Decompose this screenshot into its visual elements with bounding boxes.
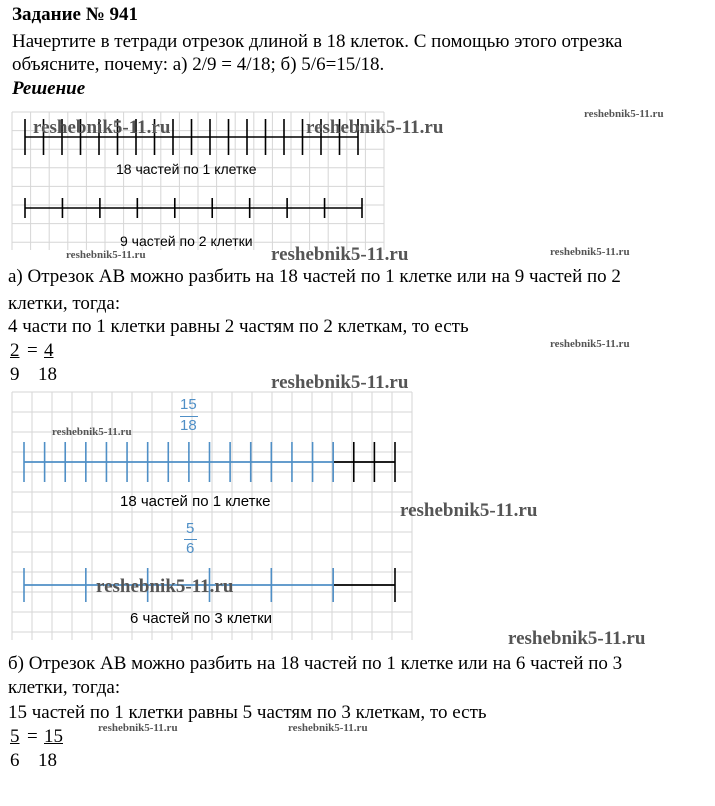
- watermark: reshebnik5-11.ru: [400, 500, 538, 521]
- part-a-frac-left-den: 9: [10, 364, 20, 385]
- watermark: reshebnik5-11.ru: [306, 117, 444, 138]
- figure2-frac-bottom-den: 6: [186, 540, 195, 557]
- task-title: Задание № 941: [12, 4, 139, 25]
- watermark: reshebnik5-11.ru: [584, 108, 664, 120]
- watermark: reshebnik5-11.ru: [98, 722, 178, 734]
- watermark: reshebnik5-11.ru: [550, 338, 630, 350]
- watermark: reshebnik5-11.ru: [66, 249, 146, 261]
- watermark: reshebnik5-11.ru: [271, 244, 409, 265]
- part-a-line3: 4 части по 1 клетки равны 2 частям по 2 клеткам, то есть: [8, 316, 469, 337]
- part-b-line1: б) Отрезок AB можно разбить на 18 частей по 1 клетке или на 6 частей по 3: [8, 653, 623, 674]
- part-a-frac-right-num: 4: [44, 340, 54, 361]
- part-a-eq: =: [27, 340, 38, 361]
- watermark: reshebnik5-11.ru: [52, 426, 132, 438]
- watermark: reshebnik5-11.ru: [508, 628, 646, 649]
- part-b-line3: 15 частей по 1 клетки равны 5 частям по 3 клеткам, то есть: [8, 702, 487, 723]
- part-a-frac-right-den: 18: [38, 364, 57, 385]
- watermark: reshebnik5-11.ru: [96, 576, 234, 597]
- watermark: reshebnik5-11.ru: [271, 372, 409, 393]
- figure2-label-bottom: 6 частей по 3 клетки: [130, 610, 273, 627]
- part-b-frac-left-den: 6: [10, 750, 20, 771]
- solution-label: Решение: [12, 78, 86, 99]
- figure2-frac-top-num: 15: [180, 396, 197, 413]
- part-a-line1: а) Отрезок AB можно разбить на 18 частей по 1 клетке или на 9 частей по 2: [8, 266, 621, 287]
- watermark: reshebnik5-11.ru: [550, 246, 630, 258]
- part-b-frac-left-num: 5: [10, 726, 20, 747]
- figure2-frac-bottom-num: 5: [186, 520, 195, 537]
- figure1-label-top: 18 частей по 1 клетке: [116, 161, 257, 177]
- part-b-frac-right-den: 18: [38, 750, 57, 771]
- task-text-line1: Начертите в тетради отрезок длиной в 18 клеток. С помощью этого отрезка: [12, 31, 623, 52]
- part-a-line2: клетки, тогда:: [8, 293, 121, 314]
- figure2-frac-top-den: 18: [180, 417, 197, 434]
- watermark: reshebnik5-11.ru: [288, 722, 368, 734]
- task-text-line2: объясните, почему: а) 2/9 = 4/18; б) 5/6=15/18.: [12, 54, 385, 75]
- figure1-label-bottom: 9 частей по 2 клетки: [120, 233, 253, 249]
- part-b-eq: =: [27, 726, 38, 747]
- figure2-label-top: 18 частей по 1 клетке: [120, 493, 271, 510]
- part-b-line2: клетки, тогда:: [8, 677, 121, 698]
- watermark: reshebnik5-11.ru: [33, 117, 171, 138]
- part-a-frac-left-num: 2: [10, 340, 20, 361]
- part-b-frac-right-num: 15: [44, 726, 63, 747]
